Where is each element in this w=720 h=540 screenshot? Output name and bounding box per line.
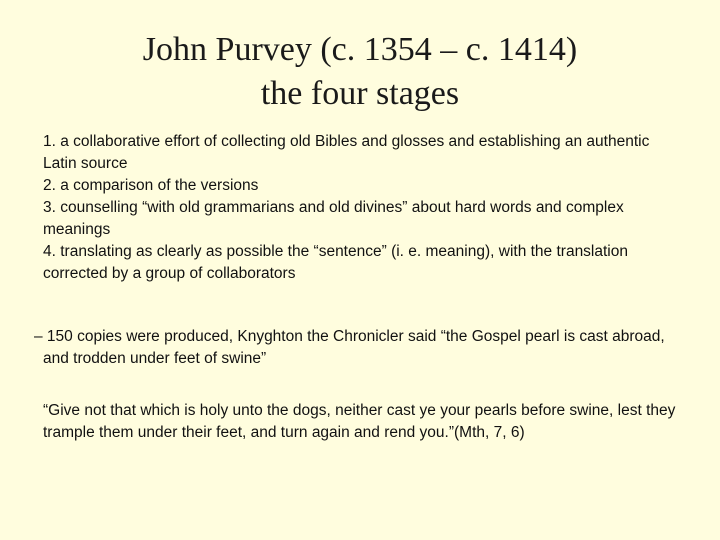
slide-title: [0, 28, 720, 116]
scripture-quote: “Give not that which is holy unto the dogs, neither cast ye your pearls before swine, lest they trample them under their feet, and turn again and rend you.”(Mth, 7, 6): [43, 402, 676, 441]
stages-list: [43, 131, 673, 285]
stage-item-4: 4. translating as clearly as possible the “sentence” (i. e. meaning), with the translation corrected by a group of collaborators: [43, 243, 628, 282]
title-line-1: John Purvey (c. 1354 – c. 1414): [142, 31, 578, 68]
stage-item-3: 3. counselling “with old grammarians and old divines” about hard words and complex meanings: [43, 199, 624, 238]
copies-note: – 150 copies were produced, Knyghton the Chronicler said “the Gospel pearl is cast abroad, and trodden under feet of swine”: [34, 328, 665, 367]
stage-item-1: 1. a collaborative effort of collecting old Bibles and glosses and establishing an authentic Latin source: [43, 133, 650, 172]
stage-item-2: 2. a comparison of the versions: [43, 177, 259, 194]
title-line-2: the four stages: [260, 75, 460, 112]
